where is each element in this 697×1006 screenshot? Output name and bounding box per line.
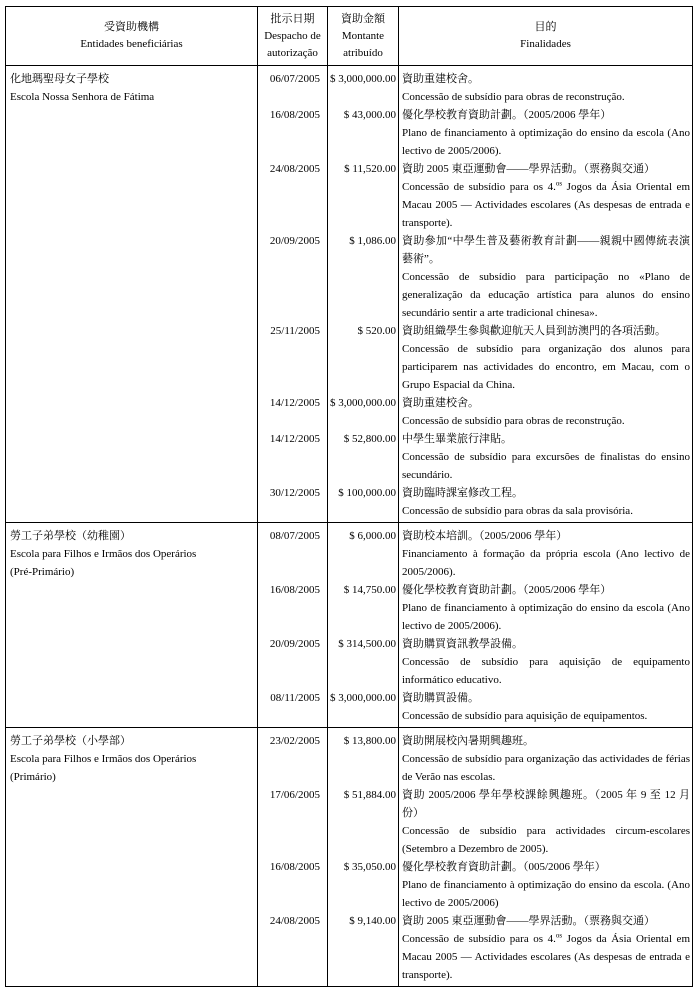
entity-name-pt: Escola Nossa Senhora de Fátima — [10, 91, 155, 103]
grant-amount: $ 13,800.00 — [328, 728, 399, 787]
purpose-cell — [399, 581, 693, 635]
purpose-pt-part1: Concessão de subsídio para os 4. — [402, 181, 556, 193]
purpose-zh: 資助校本培訓。（2005/2006 學年） — [402, 530, 568, 542]
grant-amount: $ 1,086.00 — [328, 232, 399, 322]
header-amount-pt2: atribuído — [343, 46, 383, 59]
purpose-zh: 資助購買設備。 — [402, 692, 479, 704]
purpose-zh: 中學生畢業旅行津貼。 — [402, 433, 512, 445]
table-row — [6, 581, 693, 635]
purpose-pt: Concessão de subsídio para aquisição de equipamentos. — [402, 710, 648, 722]
purpose-pt: Concessão de subsídio para obras de reconstrução. — [402, 91, 625, 103]
dispatch-date: 24/08/2005 — [258, 912, 328, 987]
entity-cell — [6, 484, 258, 523]
purpose-cell — [399, 523, 693, 582]
header-entity-zh: 受資助機構 — [104, 21, 159, 33]
header-purpose-zh: 目的 — [534, 21, 557, 33]
purpose-pt: Financiamento à formação da própria escola (Ano lectivo de 2005/2006). — [402, 548, 690, 578]
purpose-pt-part2: Jogos da Ásia Oriental em Macau 2005 — Actividades escolares (As despesas de entrada e transporte). — [402, 181, 690, 229]
purpose-cell — [399, 689, 693, 728]
purpose-pt: Concessão de subsídio para aquisição de equipamento informático educativo. — [402, 656, 690, 686]
entity-level-pt: (Pré-Primário) — [10, 566, 75, 578]
table-row — [6, 232, 693, 322]
dispatch-date: 23/02/2005 — [258, 728, 328, 787]
grants-table — [5, 6, 693, 987]
ordinal-suffix: os — [555, 179, 563, 188]
purpose-pt: Concessão de subsídio para organização das actividades de férias de Verão nas escolas. — [402, 753, 690, 783]
entity-cell — [6, 858, 258, 912]
entity-name-zh: 勞工子弟學校（小學部） — [10, 735, 131, 747]
entity-cell — [6, 66, 258, 107]
header-purpose — [399, 7, 693, 66]
entity-name-zh: 勞工子弟學校（幼稚園） — [10, 530, 131, 542]
dispatch-date: 14/12/2005 — [258, 394, 328, 430]
entity-name-pt: Escola para Filhos e Irmãos dos Operários — [10, 548, 197, 560]
purpose-cell — [399, 484, 693, 523]
table-row — [6, 523, 693, 582]
table-row — [6, 858, 693, 912]
grant-amount: $ 11,520.00 — [328, 160, 399, 232]
dispatch-date: 25/11/2005 — [258, 322, 328, 394]
entity-cell — [6, 581, 258, 635]
table-header — [6, 7, 693, 66]
purpose-zh: 資助參加“中學生普及藝術教育計劃——親親中國傳統表演藝術”。 — [402, 235, 690, 265]
dispatch-date: 14/12/2005 — [258, 430, 328, 484]
purpose-cell — [399, 322, 693, 394]
purpose-pt: Plano de financiamento à optimização do ensino da escola (Ano lectivo de 2005/2006). — [402, 602, 690, 632]
purpose-pt — [402, 930, 690, 984]
purpose-cell — [399, 394, 693, 430]
entity-name-zh: 化地瑪聖母女子學校 — [10, 73, 109, 85]
purpose-pt: Concessão de subsídio para excursões de finalistas do ensino secundário. — [402, 451, 690, 481]
table-row — [6, 728, 693, 787]
purpose-zh: 優化學校教育資助計劃。（005/2006 學年） — [402, 861, 606, 873]
entity-cell — [6, 160, 258, 232]
purpose-zh: 資助購買資訊教學設備。 — [402, 638, 523, 650]
purpose-cell — [399, 786, 693, 858]
table-row — [6, 160, 693, 232]
purpose-zh: 資助 2005 東亞運動會——學界活動。（票務與交通） — [402, 163, 655, 175]
entity-cell — [6, 106, 258, 160]
grant-amount: $ 51,884.00 — [328, 786, 399, 858]
grant-amount: $ 6,000.00 — [328, 523, 399, 582]
dispatch-date: 16/08/2005 — [258, 858, 328, 912]
purpose-cell — [399, 912, 693, 987]
entity-cell — [6, 786, 258, 858]
ordinal-suffix: os — [555, 931, 563, 940]
purpose-cell — [399, 858, 693, 912]
entity-cell — [6, 728, 258, 787]
purpose-cell — [399, 728, 693, 787]
header-amount — [328, 7, 399, 66]
table-row — [6, 484, 693, 523]
entity-cell — [6, 232, 258, 322]
grant-amount: $ 520.00 — [328, 322, 399, 394]
header-amount-zh: 資助金額 — [341, 12, 385, 25]
table-row — [6, 394, 693, 430]
entity-name-pt: Escola para Filhos e Irmãos dos Operários — [10, 753, 197, 765]
entity-cell — [6, 430, 258, 484]
purpose-zh: 資助開展校內暑期興趣班。 — [402, 735, 534, 747]
purpose-cell — [399, 430, 693, 484]
table-row — [6, 786, 693, 858]
dispatch-date: 08/07/2005 — [258, 523, 328, 582]
table-row — [6, 322, 693, 394]
purpose-zh: 資助 2005/2006 學年學校課餘興趣班。（2005 年 9 至 12 月份） — [402, 789, 690, 819]
purpose-pt: Concessão de subsídio para organização dos alunos para participarem nas actividades do encontro, em Macau, com o Grupo Espacial da China. — [402, 343, 690, 391]
table-row — [6, 912, 693, 987]
header-entity — [6, 7, 258, 66]
entity-cell — [6, 635, 258, 689]
grant-amount: $ 9,140.00 — [328, 912, 399, 987]
purpose-pt-part2: Jogos da Ásia Oriental em Macau 2005 — Actividades escolares (As despesas de entrada e transporte). — [402, 933, 690, 981]
header-date-pt1: Despacho de — [264, 29, 321, 42]
purpose-pt: Plano de financiamento à optimização do ensino da escola. (Ano lectivo de 2005/2006) — [402, 879, 690, 909]
purpose-cell — [399, 232, 693, 322]
purpose-cell — [399, 160, 693, 232]
dispatch-date: 16/08/2005 — [258, 581, 328, 635]
grant-amount: $ 14,750.00 — [328, 581, 399, 635]
grant-amount: $ 3,000,000.00 — [328, 394, 399, 430]
dispatch-date: 30/12/2005 — [258, 484, 328, 523]
purpose-pt-part1: Concessão de subsídio para os 4. — [402, 933, 556, 945]
purpose-zh: 資助重建校舍。 — [402, 397, 479, 409]
purpose-cell — [399, 106, 693, 160]
purpose-pt: Concessão de subsídio para obras de reconstrução. — [402, 415, 625, 427]
purpose-cell — [399, 66, 693, 107]
dispatch-date: 16/08/2005 — [258, 106, 328, 160]
grant-amount: $ 35,050.00 — [328, 858, 399, 912]
dispatch-date: 08/11/2005 — [258, 689, 328, 728]
grant-amount: $ 3,000,000.00 — [328, 66, 399, 107]
entity-cell — [6, 689, 258, 728]
dispatch-date: 20/09/2005 — [258, 232, 328, 322]
purpose-zh: 資助臨時課室修改工程。 — [402, 487, 523, 499]
purpose-zh: 資助重建校舍。 — [402, 73, 479, 85]
entity-cell — [6, 322, 258, 394]
header-date-zh: 批示日期 — [270, 12, 315, 25]
header-amount-pt1: Montante — [341, 29, 385, 42]
purpose-pt — [402, 178, 690, 232]
dispatch-date: 17/06/2005 — [258, 786, 328, 858]
table-body — [6, 66, 693, 987]
purpose-pt: Concessão de subsídio para obras da sala provisória. — [402, 505, 633, 517]
grant-amount: $ 314,500.00 — [328, 635, 399, 689]
header-date-pt2: autorização — [267, 46, 318, 59]
table-row — [6, 106, 693, 160]
purpose-pt: Plano de financiamento à optimização do ensino da escola (Ano lectivo de 2005/2006). — [402, 127, 690, 157]
grant-amount: $ 3,000,000.00 — [328, 689, 399, 728]
purpose-zh: 優化學校教育資助計劃。（2005/2006 學年） — [402, 584, 612, 596]
purpose-pt: Concessão de subsídio para actividades circum-escolares (Setembro a Dezembro de 2005). — [402, 825, 690, 855]
entity-cell — [6, 394, 258, 430]
dispatch-date: 20/09/2005 — [258, 635, 328, 689]
header-date — [258, 7, 328, 66]
grant-amount: $ 52,800.00 — [328, 430, 399, 484]
grant-amount: $ 100,000.00 — [328, 484, 399, 523]
dispatch-date: 06/07/2005 — [258, 66, 328, 107]
entity-cell — [6, 912, 258, 987]
purpose-zh: 資助組織學生參與歡迎航天人員到訪澳門的各項活動。 — [402, 325, 666, 337]
table-row — [6, 635, 693, 689]
entity-cell — [6, 523, 258, 582]
purpose-zh: 資助 2005 東亞運動會——學界活動。（票務與交通） — [402, 915, 655, 927]
purpose-pt: Concessão de subsídio para participação no «Plano de generalização da educação artística para alunos do ensino secundário sentir a arte tradicional chinesa». — [402, 271, 690, 319]
header-purpose-pt: Finalidades — [520, 38, 571, 50]
purpose-zh: 優化學校教育資助計劃。（2005/2006 學年） — [402, 109, 612, 121]
header-entity-pt: Entidades beneficiárias — [80, 38, 183, 50]
table-row — [6, 689, 693, 728]
dispatch-date: 24/08/2005 — [258, 160, 328, 232]
table-row — [6, 66, 693, 107]
table-row — [6, 430, 693, 484]
grant-amount: $ 43,000.00 — [328, 106, 399, 160]
purpose-cell — [399, 635, 693, 689]
entity-level-pt: (Primário) — [10, 771, 56, 783]
